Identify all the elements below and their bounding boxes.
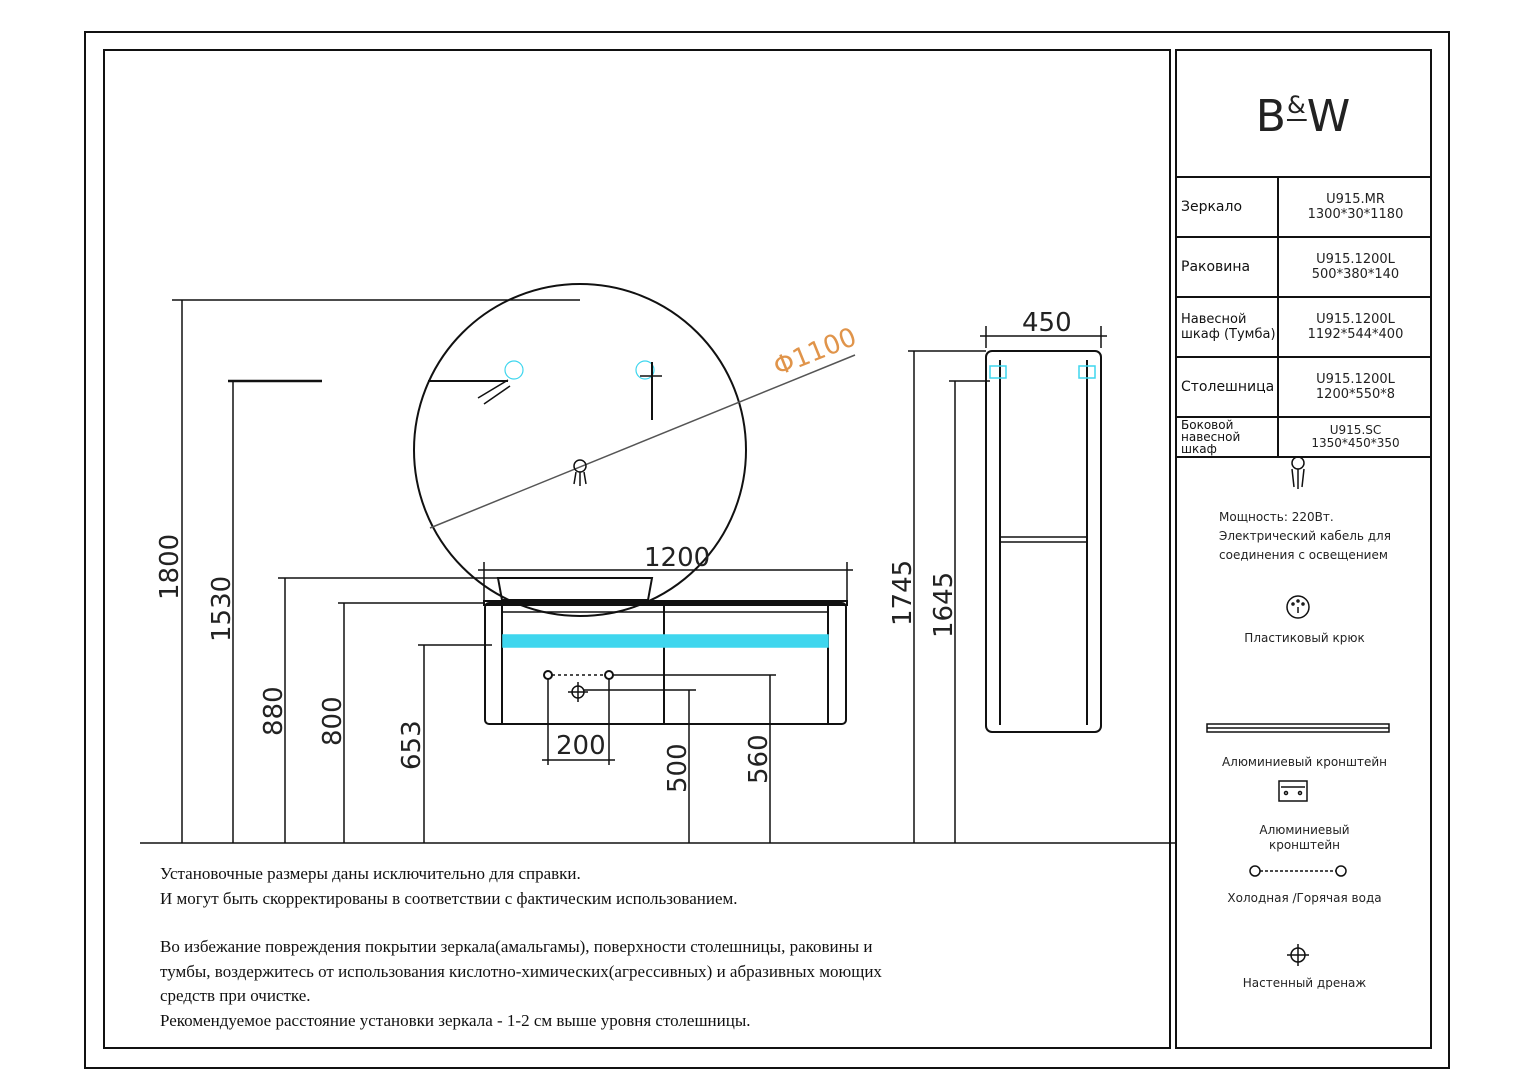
spec-code: U915.SC — [1329, 423, 1382, 437]
note-line: Во избежание повреждения покрытии зеркала(амальгамы), поверхности столешницы, раковины и — [160, 937, 873, 956]
logo-amp: & — [1286, 91, 1307, 119]
vanity-cabinet — [485, 603, 846, 724]
water-pipe-left — [544, 671, 552, 679]
spec-code: U915.1200L — [1316, 252, 1395, 267]
note-line: тумбы, воздержитесь от использования кислотно-химических(агрессивных) и абразивных моющих — [160, 961, 882, 981]
water-label: Холодная /Горячая вода — [1227, 891, 1382, 905]
power-info — [1219, 508, 1419, 565]
dim-height-800: 800 — [318, 696, 348, 746]
spec-name: Раковина — [1177, 238, 1279, 296]
power-cable-icon — [1292, 457, 1304, 489]
spec-size: 1192*544*400 — [1307, 327, 1404, 342]
dim-height-560: 560 — [744, 734, 774, 784]
spec-name: Навесной шкаф (Тумба) — [1177, 298, 1279, 356]
aluminum-bracket-2-icon — [1279, 781, 1307, 801]
dim-mirror-diameter: Φ1100 — [769, 322, 861, 383]
dim-side-height-1645: 1645 — [929, 571, 959, 638]
spec-panel — [1175, 49, 1432, 1049]
power-line-1: Мощность: 220Вт. — [1219, 510, 1334, 524]
spec-code: U915.1200L — [1316, 372, 1395, 387]
logo-left: B — [1255, 91, 1287, 142]
dim-side-width: 450 — [1022, 308, 1072, 338]
basin — [498, 578, 652, 600]
dim-total-height — [155, 534, 185, 600]
dim-height-653: 653 — [397, 720, 427, 770]
note-line: Рекомендуемое расстояние установки зеркала - 1-2 см выше уровня столешницы. — [160, 1010, 751, 1030]
spec-size: 1350*450*350 — [1311, 436, 1400, 450]
spec-size: 500*380*140 — [1311, 267, 1400, 282]
bracket-2-label — [1177, 823, 1432, 853]
led-strip — [503, 635, 828, 647]
mirror-hook-left — [505, 361, 523, 379]
dim-height-500: 500 — [663, 743, 693, 793]
power-line-2: Электрический кабель для — [1219, 529, 1391, 543]
plastic-hook-icon — [1287, 596, 1309, 618]
dim-side-height-1745: 1745 — [888, 559, 918, 626]
bracket-label: Алюминиевый кронштейн — [1221, 755, 1388, 769]
dim-height-1530: 1530 — [207, 575, 237, 642]
dim-pipe-spacing: 200 — [556, 731, 606, 761]
spec-name: Столешница — [1177, 358, 1279, 416]
spec-code: U915.1200L — [1316, 312, 1395, 327]
spec-code: U915.MR — [1326, 192, 1385, 207]
note-line: И могут быть скорректированы в соответствии с фактическим использованием. — [160, 888, 738, 908]
drain-label: Настенный дренаж — [1242, 976, 1367, 990]
spec-name: Зеркало — [1177, 178, 1279, 236]
spec-name: Боковой навесной шкаф — [1177, 418, 1279, 456]
logo-right: W — [1306, 91, 1352, 142]
spec-size: 1300*30*1180 — [1307, 207, 1404, 222]
water-pipe-right — [605, 671, 613, 679]
water-pipes-icon — [1250, 866, 1346, 876]
hook-label: Пластиковый крюк — [1244, 631, 1365, 645]
bracket-2-line-2: кронштейн — [1268, 838, 1341, 852]
dim-total-height-main: 1800 — [155, 533, 185, 600]
dim-width-1200: 1200 — [644, 543, 711, 573]
note-line: Установочные размеры даны исключительно для справки. — [160, 864, 581, 883]
note-line: средств при очистке. — [160, 986, 311, 1005]
spec-size: 1200*550*8 — [1315, 387, 1396, 402]
bracket-2-line-1: Алюминиевый — [1259, 823, 1350, 837]
power-line-3: соединения с освещением — [1219, 548, 1388, 562]
installation-notes — [160, 862, 1060, 1033]
dim-height-880: 880 — [259, 686, 289, 736]
wall-drain-icon — [1287, 944, 1309, 966]
aluminum-bracket-icon — [1207, 724, 1389, 732]
